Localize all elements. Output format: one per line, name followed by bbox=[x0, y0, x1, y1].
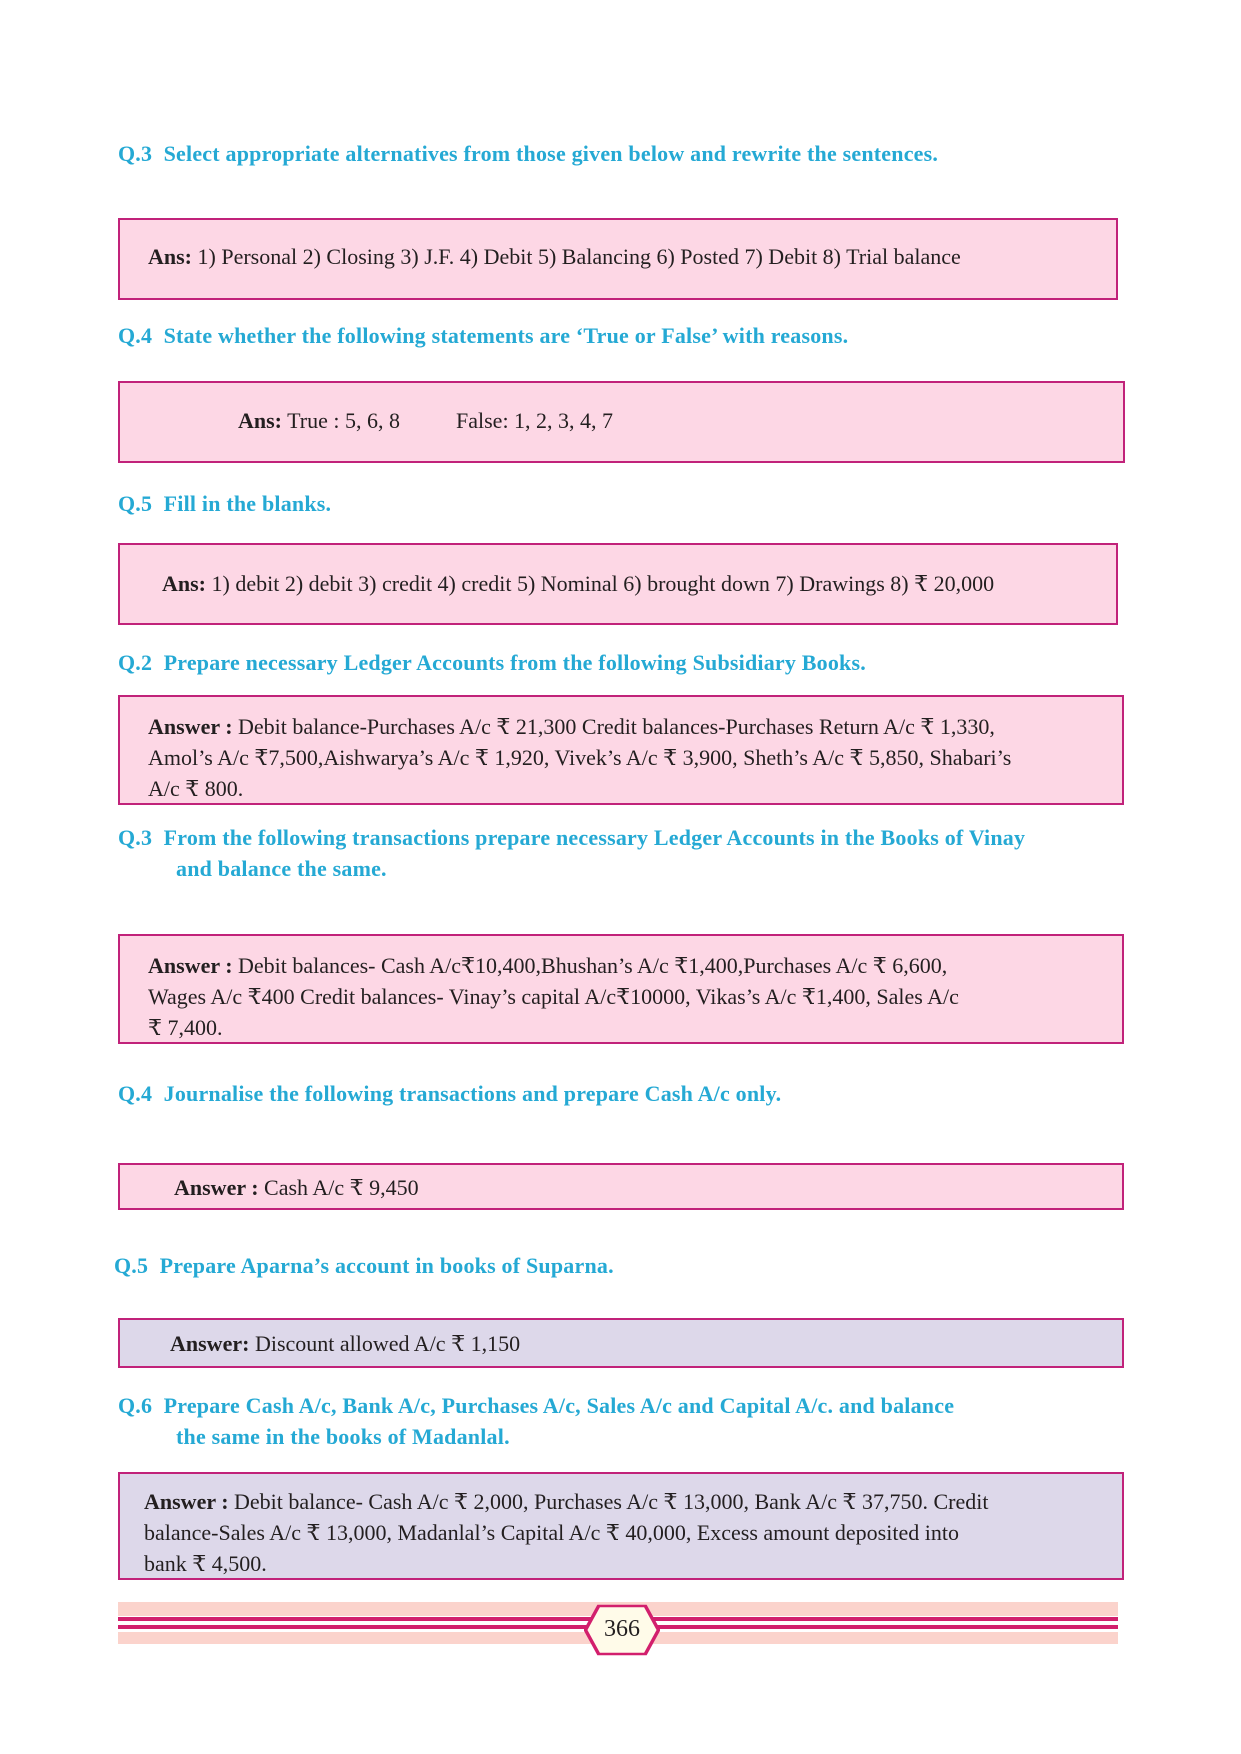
question-text: Select appropriate alternatives from those given below and rewrite the sentences. bbox=[163, 141, 939, 166]
answer-text: Cash A/c ₹ 9,450 bbox=[258, 1175, 419, 1200]
answer-text-line: Wages A/c ₹400 Credit balances- Vinay’s capital A/c₹10000, Vikas’s A/c ₹1,400, Sales A/c bbox=[148, 984, 959, 1009]
answer-box bbox=[118, 543, 1118, 625]
question-heading bbox=[118, 822, 1025, 884]
question-heading bbox=[118, 320, 848, 351]
question-heading bbox=[118, 138, 938, 169]
question-heading bbox=[118, 1390, 954, 1452]
answer-box bbox=[118, 381, 1125, 463]
question-text: State whether the following statements are ‘True or False’ with reasons. bbox=[163, 323, 849, 348]
question-heading bbox=[118, 1078, 781, 1109]
question-text: Journalise the following transactions and prepare Cash A/c only. bbox=[163, 1081, 782, 1106]
question-number: Q.2 bbox=[118, 650, 153, 675]
answer-true: True : 5, 6, 8 bbox=[282, 408, 400, 433]
answer-text: Discount allowed A/c ₹ 1,150 bbox=[249, 1331, 521, 1356]
answer-box bbox=[118, 1163, 1124, 1210]
answer-label: Ans: bbox=[148, 244, 193, 269]
question-text: Prepare Aparna’s account in books of Suparna. bbox=[159, 1253, 614, 1278]
answer-text-line: A/c ₹ 800. bbox=[148, 776, 244, 801]
answer-text-line: balance-Sales A/c ₹ 13,000, Madanlal’s Capital A/c ₹ 40,000, Excess amount deposited into bbox=[144, 1520, 959, 1545]
question-number: Q.5 bbox=[114, 1253, 149, 1278]
question-number: Q.4 bbox=[118, 323, 153, 348]
answer-label: Answer: bbox=[170, 1331, 250, 1356]
question-number: Q.3 bbox=[118, 141, 153, 166]
answer-label: Ans: bbox=[162, 571, 207, 596]
question-number: Q.6 bbox=[118, 1393, 153, 1418]
question-text-continued: the same in the books of Madanlal. bbox=[176, 1424, 510, 1449]
answer-box bbox=[118, 1318, 1124, 1368]
answer-label: Answer : bbox=[174, 1175, 259, 1200]
page-number: 366 bbox=[604, 1616, 640, 1642]
answer-box bbox=[118, 695, 1124, 805]
answer-box bbox=[118, 934, 1124, 1044]
answer-text-line: Amol’s A/c ₹7,500,Aishwarya’s A/c ₹ 1,920, Vivek’s A/c ₹ 3,900, Sheth’s A/c ₹ 5,850, Shabari’s bbox=[148, 745, 1012, 770]
answer-text-line: Debit balance- Cash A/c ₹ 2,000, Purchases A/c ₹ 13,000, Bank A/c ₹ 37,750. Credit bbox=[228, 1489, 989, 1514]
question-text: From the following transactions prepare necessary Ledger Accounts in the Books of Vinay bbox=[163, 825, 1026, 850]
answer-label: Answer : bbox=[144, 1489, 229, 1514]
question-heading bbox=[118, 647, 866, 678]
answer-false: False: 1, 2, 3, 4, 7 bbox=[456, 408, 614, 433]
answer-label: Answer : bbox=[148, 953, 233, 978]
answer-box bbox=[118, 218, 1118, 300]
question-text: Prepare Cash A/c, Bank A/c, Purchases A/c, Sales A/c and Capital A/c. and balance bbox=[163, 1393, 955, 1418]
answer-text-line: ₹ 7,400. bbox=[148, 1015, 223, 1040]
answer-text-line: bank ₹ 4,500. bbox=[144, 1551, 267, 1576]
answer-text-line: Debit balance-Purchases A/c ₹ 21,300 Credit balances-Purchases Return A/c ₹ 1,330, bbox=[232, 714, 995, 739]
question-heading bbox=[114, 1250, 614, 1281]
question-heading bbox=[118, 488, 331, 519]
answer-text-line: Debit balances- Cash A/c₹10,400,Bhushan’s A/c ₹1,400,Purchases A/c ₹ 6,600, bbox=[232, 953, 948, 978]
question-text: Prepare necessary Ledger Accounts from the following Subsidiary Books. bbox=[163, 650, 866, 675]
answer-text: 1) Personal 2) Closing 3) J.F. 4) Debit 5) Balancing 6) Posted 7) Debit 8) Trial balance bbox=[192, 244, 961, 269]
answer-text: 1) debit 2) debit 3) credit 4) credit 5) Nominal 6) brought down 7) Drawings 8) ₹ 20,000 bbox=[206, 571, 995, 596]
answer-label: Answer : bbox=[148, 714, 233, 739]
question-number: Q.3 bbox=[118, 825, 153, 850]
question-number: Q.5 bbox=[118, 491, 153, 516]
answer-box bbox=[118, 1472, 1124, 1580]
question-text-continued: and balance the same. bbox=[176, 856, 387, 881]
question-number: Q.4 bbox=[118, 1081, 153, 1106]
question-text: Fill in the blanks. bbox=[163, 491, 332, 516]
answer-label: Ans: bbox=[238, 408, 283, 433]
